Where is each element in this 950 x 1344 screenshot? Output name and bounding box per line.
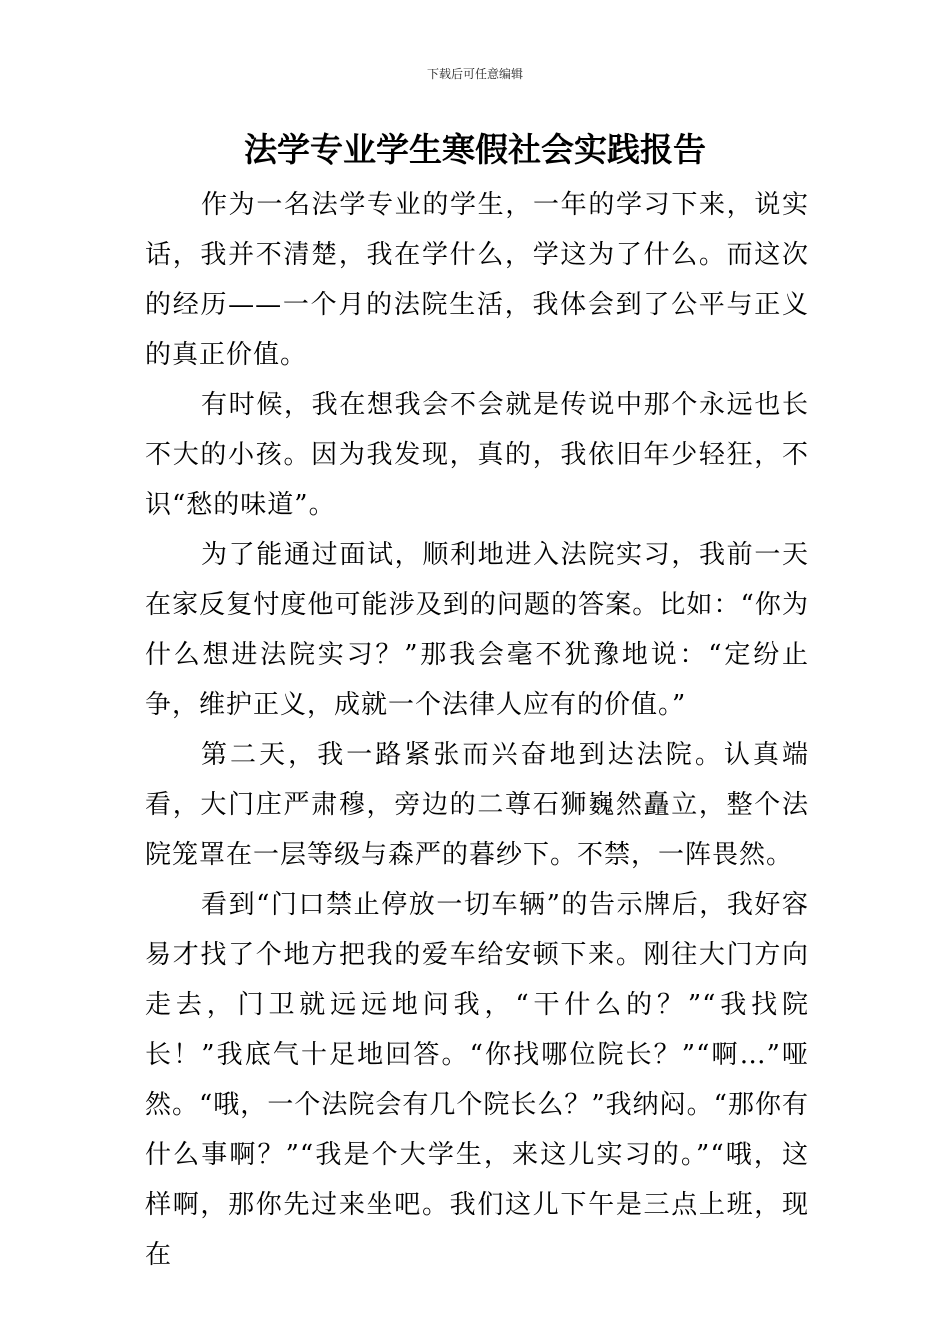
document-title: 法学专业学生寒假社会实践报告 (244, 130, 706, 169)
header-note: 下载后可任意编辑 (426, 67, 523, 81)
paragraph-1: 作为一名法学专业的学生，一年的学习下来，说实话，我并不清楚，我在学什么，学这为了什么。而这次的经历——一个月的法院生活，我体会到了公平与正义的真正价值。 (145, 190, 809, 370)
paragraph-5: 看到“门口禁止停放一切车辆”的告示牌后，我好容易才找了个地方把我的爱车给安顿下来。刚往大门方向走去，门卫就远远地问我，“干什么的？”“我找院长！”我底气十足地回答。“你找哪位院长？”“啊…”哑然。“哦，一个法院会有几个院长么？”我纳闷。“那你有什么事啊？”“我是个大学生，来这儿实习的。”“哦，这样啊，那你先过来坐吧。我们这儿下午是三点上班，现在 (145, 890, 809, 1270)
paragraph-4: 第二天，我一路紧张而兴奋地到达法院。认真端看，大门庄严肃穆，旁边的二尊石狮巍然矗立，整个法院笼罩在一层等级与森严的暮纱下。不禁，一阵畏然。 (145, 740, 809, 870)
document-body (145, 180, 809, 1280)
paragraph-2: 有时候，我在想我会不会就是传说中那个永远也长不大的小孩。因为我发现，真的，我依旧年少轻狂，不识“愁的味道”。 (145, 390, 809, 520)
paragraph-3: 为了能通过面试，顺利地进入法院实习，我前一天在家反复忖度他可能涉及到的问题的答案。比如：“你为什么想进法院实习？”那我会毫不犹豫地说：“定纷止争，维护正义，成就一个法律人应有的价值。” (145, 540, 809, 720)
